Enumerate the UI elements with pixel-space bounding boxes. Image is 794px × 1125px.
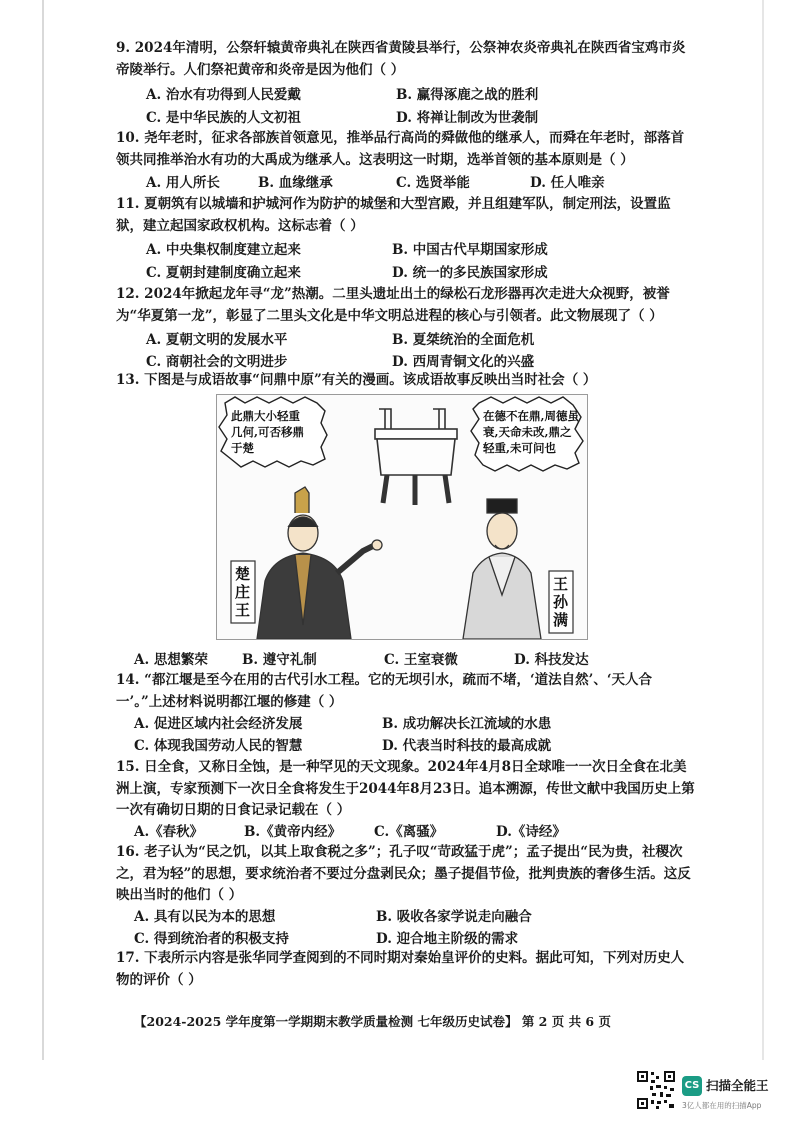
scan-edge-right [762,0,764,1060]
question-14-stem: 14. “都江堰是至今在用的古代引水工程。它的无坝引水，疏而不堵，‘道法自然’、‘天人合一’。”上述材料说明都江堰的修建（ ） [116,672,653,710]
question-16-stem: 16. 老子认为“民之饥，以其上取食税之多”；孔子叹“苛政猛于虎”；孟子提出“民为贵，社稷次之，君为轻”的思想，要求统治者不要过分盘剥民众；墨子提倡节俭，批判贵族的奢侈生活。这反映出当时的他们（ ） [116,844,691,903]
q14-option-b: B. 成功解决长江流域的水患 [382,716,552,732]
q13-option-d: D. 科技发达 [514,652,589,668]
question-12-stem: 12. 2024年掀起龙年寻“龙”热潮。二里头遗址出土的绿松石龙形器再次走进大众视野，被誉为“华夏第一龙”，彰显了二里头文化是中华文明总进程的核心与引领者。此文物展现了（ ） [116,286,670,324]
wangsun-man-figure-icon [463,499,541,639]
king-zhuang-figure-icon [257,487,382,639]
comic-illustration [217,395,587,639]
wending-comic [216,394,588,640]
camscanner-watermark [636,1070,786,1120]
q15-option-a: A.《春秋》 [134,824,204,840]
left-bubble-line-1: 此鼎大小轻重 [231,409,300,423]
scan-edge-left [42,0,44,1060]
q14-option-d: D. 代表当时科技的最高成就 [382,738,552,754]
camscanner-tagline: 3亿人都在用的扫描App [682,1101,762,1110]
q11-option-a: A. 中央集权制度建立起来 [146,242,301,258]
q11-option-b: B. 中国古代早期国家形成 [392,242,548,258]
wangsun-man-label-1: 王 [553,575,569,593]
camscanner-name: 扫描全能王 [706,1078,769,1093]
q9-option-c: C. 是中华民族的人文初祖 [146,110,301,126]
q10-option-b: B. 血缘继承 [258,175,333,191]
qr-code-icon [636,1070,676,1110]
q15-option-d: D.《诗经》 [496,824,566,840]
q16-option-c: C. 得到统治者的积极支持 [134,931,289,947]
left-bubble-line-2: 几何,可否移鼎 [231,425,305,439]
question-15-stem: 15. 日全食，又称日全蚀，是一种罕见的天文现象。2024年4月8日全球唯一一次日全食在北美洲上演，专家预测下一次日全食将发生于2044年8月23日。追本溯源，传世文献中我国历史上第一次有确切日期的日食记录记载在（ ） [116,759,695,818]
question-11-stem: 11. 夏朝筑有以城墙和护城河作为防护的城堡和大型宫殿，并且组建军队，制定刑法，设置监狱，建立起国家政权机构。这标志着（ ） [116,196,671,234]
q10-option-d: D. 任人唯亲 [530,175,605,191]
camscanner-logo-icon: CS [682,1076,702,1096]
right-bubble-line-1: 在德不在鼎,周德虽 [483,409,580,423]
q10-option-c: C. 选贤举能 [396,175,470,191]
q15-option-b: B.《黄帝内经》 [244,824,342,840]
q9-option-b: B. 赢得涿鹿之战的胜利 [396,87,539,103]
q13-option-c: C. 王室衰微 [384,652,458,668]
q14-option-a: A. 促进区域内社会经济发展 [134,716,303,732]
king-zhuang-label-2: 庄 [235,583,251,601]
q16-option-a: A. 具有以民为本的思想 [134,909,276,925]
q11-option-d: D. 统一的多民族国家形成 [392,265,548,281]
wangsun-man-label-2: 孙 [553,593,569,611]
q14-option-c: C. 体现我国劳动人民的智慧 [134,738,303,754]
q12-option-a: A. 夏朝文明的发展水平 [146,332,288,348]
q13-option-b: B. 遵守礼制 [242,652,317,668]
question-13-stem: 13. 下图是与成语故事“问鼎中原”有关的漫画。该成语故事反映出当时社会（ ） [116,372,597,388]
king-zhuang-label-1: 楚 [235,565,251,583]
q10-option-a: A. 用人所长 [146,175,220,191]
right-bubble-line-3: 轻重,未可问也 [483,441,557,455]
wangsun-man-label-3: 满 [553,611,569,629]
q9-option-a: A. 治水有功得到人民爱戴 [146,87,301,103]
q9-option-d: D. 将禅让制改为世袭制 [396,110,539,126]
king-zhuang-label-3: 王 [235,601,251,619]
q16-option-b: B. 吸收各家学说走向融合 [376,909,532,925]
q15-option-c: C.《离骚》 [374,824,444,840]
question-17-stem: 17. 下表所示内容是张华同学查阅到的不同时期对秦始皇评价的史料。据此可知，下列对历史人物的评价（ ） [116,950,685,988]
q12-option-c: C. 商朝社会的文明进步 [146,354,288,370]
q16-option-d: D. 迎合地主阶级的需求 [376,931,519,947]
q12-option-b: B. 夏桀统治的全面危机 [392,332,535,348]
page-footer: 【2024-2025 学年度第一学期期末教学质量检测 七年级历史试卷】 第 2 页 共 6 页 [134,1014,611,1029]
q12-option-d: D. 西周青铜文化的兴盛 [392,354,535,370]
right-bubble-line-2: 衰,天命未改,鼎之 [483,425,572,439]
bronze-ding-icon [375,409,457,505]
q11-option-c: C. 夏朝封建制度确立起来 [146,265,301,281]
question-9-stem: 9. 2024年清明，公祭轩辕黄帝典礼在陕西省黄陵县举行，公祭神农炎帝典礼在陕西省宝鸡市炎帝陵举行。人们祭祀黄帝和炎帝是因为他们（ ） [116,40,686,78]
question-10-stem: 10. 尧年老时，征求各部族首领意见，推举品行高尚的舜做他的继承人，而舜在年老时，部落首领共同推举治水有功的大禹成为继承人。这表明这一时期，选举首领的基本原则是（ ） [116,130,685,168]
left-bubble-line-3: 于楚 [231,441,254,455]
q13-option-a: A. 思想繁荣 [134,652,208,668]
